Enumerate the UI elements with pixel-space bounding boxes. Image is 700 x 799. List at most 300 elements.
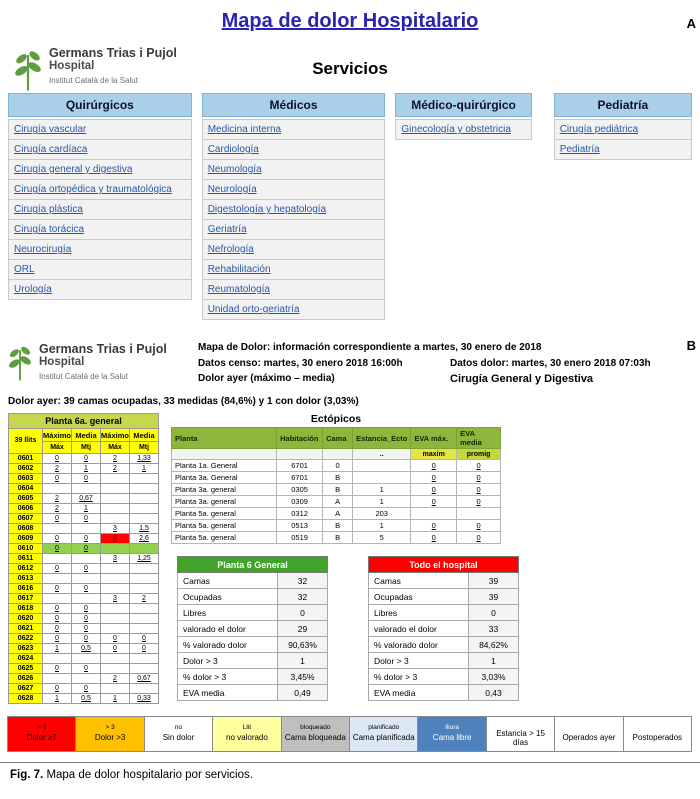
- service-link[interactable]: Cirugía plástica: [8, 199, 192, 220]
- ectopic-row: [172, 508, 501, 520]
- bed-number-cell: 0607: [9, 514, 43, 524]
- legend-label: Sin dolor: [162, 733, 195, 743]
- pain-value-cell[interactable]: [72, 554, 101, 564]
- eva-max-cell[interactable]: 0: [411, 472, 457, 484]
- bed-number-cell: 0628: [9, 694, 43, 704]
- summary-row: [369, 605, 519, 621]
- legend-top-label: lliura: [445, 724, 459, 732]
- summary-label: % valorado dolor: [369, 637, 469, 653]
- pain-value-cell[interactable]: 0: [130, 634, 159, 644]
- column-header: Media: [130, 429, 159, 442]
- pain-value-cell[interactable]: [43, 594, 72, 604]
- legend-top-label: > 3: [105, 724, 115, 732]
- eva-max-cell[interactable]: 0: [411, 496, 457, 508]
- pain-value-cell[interactable]: [43, 524, 72, 534]
- ward-row: [9, 604, 159, 614]
- summary-label: EVA media: [178, 685, 278, 701]
- eva-max-cell[interactable]: 0: [411, 484, 457, 496]
- bed-number-cell: 0620: [9, 614, 43, 624]
- pain-value-cell[interactable]: 1: [43, 694, 72, 704]
- ward-row: [9, 694, 159, 704]
- column-header: Media: [72, 429, 101, 442]
- summary-label: % dolor > 3: [178, 669, 278, 685]
- room-cell: 0519: [277, 532, 323, 544]
- pain-value-cell[interactable]: [43, 654, 72, 664]
- bed-number-cell: 0610: [9, 544, 43, 554]
- summary-value: 32: [278, 573, 328, 589]
- pain-value-cell[interactable]: [130, 664, 159, 674]
- ward-row: [9, 514, 159, 524]
- pain-value-cell[interactable]: [72, 594, 101, 604]
- pain-value-cell[interactable]: [43, 574, 72, 584]
- pain-value-cell[interactable]: 0: [43, 624, 72, 634]
- pain-value-cell[interactable]: 2: [43, 504, 72, 514]
- ward-row: [9, 654, 159, 664]
- ectopic-row: [172, 472, 501, 484]
- pain-value-cell[interactable]: [72, 524, 101, 534]
- pain-value-cell[interactable]: 2: [43, 464, 72, 474]
- ward-row: [9, 494, 159, 504]
- beds-count-badge: 39 llits: [9, 429, 43, 454]
- ward-row: [9, 524, 159, 534]
- legend-item: [486, 716, 555, 752]
- dots-placeholder: ..: [353, 449, 411, 460]
- summary-row: [369, 637, 519, 653]
- logo-plant-icon: [14, 46, 42, 97]
- pain-value-cell[interactable]: [43, 554, 72, 564]
- pain-value-cell[interactable]: 2: [43, 494, 72, 504]
- pain-value-cell[interactable]: [130, 504, 159, 514]
- pain-value-cell[interactable]: 0: [43, 614, 72, 624]
- service-link[interactable]: Neumología: [202, 159, 386, 180]
- bed-cell: A: [323, 508, 353, 520]
- column-header: EVA media: [457, 428, 501, 449]
- column-header: Planta: [172, 428, 277, 449]
- service-name: Cirugía General y Digestiva: [450, 373, 594, 385]
- ward-name-cell: Planta 3a. General: [172, 472, 277, 484]
- room-cell: 6701: [277, 460, 323, 472]
- service-category-header: Médico-quirúrgico: [395, 93, 531, 117]
- hospital-logo: [8, 338, 198, 388]
- bed-number-cell: 0611: [9, 554, 43, 564]
- legend-top-label: no: [174, 724, 183, 732]
- summary-label: % valorado dolor: [178, 637, 278, 653]
- service-link[interactable]: Cirugía pediátrica: [554, 119, 692, 140]
- bed-number-cell: 0605: [9, 494, 43, 504]
- summary-label: Camas: [178, 573, 278, 589]
- pain-value-cell[interactable]: 0,33: [130, 694, 159, 704]
- pain-value-cell[interactable]: 0: [43, 544, 72, 554]
- pain-value-cell[interactable]: 0: [130, 644, 159, 654]
- pain-value-cell[interactable]: [130, 544, 159, 554]
- ward-row: [9, 534, 159, 544]
- bed-cell: B: [323, 532, 353, 544]
- summary-label: Camas: [369, 573, 469, 589]
- summary-row: [178, 669, 328, 685]
- pain-value-cell[interactable]: 3: [101, 524, 130, 534]
- service-link[interactable]: Geriatría: [202, 219, 386, 240]
- bed-number-cell: 0624: [9, 654, 43, 664]
- eva-mean-cell[interactable]: 0: [457, 460, 501, 472]
- legend-label: no valorado: [226, 733, 268, 743]
- ward-row: [9, 544, 159, 554]
- pain-value-cell[interactable]: [101, 654, 130, 664]
- column-header: Cama: [323, 428, 353, 449]
- column-subheader: Mtj: [72, 442, 101, 454]
- legend-label: Operados ayer: [562, 733, 616, 743]
- pain-value-cell[interactable]: [43, 674, 72, 684]
- pain-value-cell[interactable]: 0,5: [72, 644, 101, 654]
- legend-label: Cama libre: [432, 733, 472, 743]
- service-link[interactable]: Cirugía ortopédica y traumatológica: [8, 179, 192, 200]
- service-link[interactable]: Cirugía general y digestiva: [8, 159, 192, 180]
- service-category-header: Médicos: [202, 93, 386, 117]
- bed-number-cell: 0603: [9, 474, 43, 484]
- ward-row: [9, 574, 159, 584]
- ward-name-cell: Planta 3a. general: [172, 484, 277, 496]
- pain-value-cell[interactable]: [130, 614, 159, 624]
- logo-plant-icon: [8, 342, 32, 387]
- pain-value-cell[interactable]: 0: [43, 584, 72, 594]
- eva-max-cell[interactable]: 0: [411, 460, 457, 472]
- ectopic-row: [172, 532, 501, 544]
- legend-top-label: planificado: [368, 724, 400, 732]
- service-link[interactable]: Pediatría: [554, 139, 692, 160]
- pain-value-cell[interactable]: 2: [101, 674, 130, 684]
- figure-number: Fig. 7.: [10, 769, 44, 782]
- legend-label: Dolor ≥7: [26, 733, 57, 743]
- stay-cell: 1: [353, 484, 411, 496]
- service-link[interactable]: Rehabilitación: [202, 259, 386, 280]
- eva-mean-cell[interactable]: 0: [457, 496, 501, 508]
- pain-value-cell[interactable]: [130, 474, 159, 484]
- pain-value-cell[interactable]: 0: [72, 604, 101, 614]
- pain-value-cell[interactable]: [101, 564, 130, 574]
- service-link[interactable]: Digestología y hepatología: [202, 199, 386, 220]
- bed-number-cell: 0602: [9, 464, 43, 474]
- stay-cell: [353, 460, 411, 472]
- pain-value-cell[interactable]: [130, 564, 159, 574]
- summary-label: % dolor > 3: [369, 669, 469, 685]
- ward-row: [9, 594, 159, 604]
- column-subheader: Máx: [101, 442, 130, 454]
- service-category-header: Pediatría: [554, 93, 692, 117]
- color-legend: [8, 716, 692, 752]
- summary-value: 3,45%: [278, 669, 328, 685]
- ward-row: [9, 564, 159, 574]
- hospital-summary-table: [368, 556, 519, 701]
- ward-row: [9, 474, 159, 484]
- pain-value-cell[interactable]: [101, 664, 130, 674]
- pain-value-cell[interactable]: 3: [101, 594, 130, 604]
- pain-value-cell[interactable]: 0: [72, 614, 101, 624]
- column-header: EVA máx.: [411, 428, 457, 449]
- summary-row: [178, 653, 328, 669]
- pain-value-cell[interactable]: [130, 484, 159, 494]
- summary-value: 0,43: [469, 685, 519, 701]
- pain-value-cell[interactable]: [101, 624, 130, 634]
- pain-value-cell[interactable]: 1: [101, 694, 130, 704]
- stay-cell: [353, 472, 411, 484]
- pain-value-cell[interactable]: 1,25: [130, 554, 159, 564]
- legend-item: [281, 716, 350, 752]
- yesterday-summary: Dolor ayer: 39 camas ocupadas, 33 medidas (84,6%) y 1 con dolor (3,03%): [8, 396, 359, 408]
- pain-value-cell[interactable]: 1,33: [130, 454, 159, 464]
- panel-letter-a: A: [686, 16, 696, 31]
- summary-label: valorado el dolor: [369, 621, 469, 637]
- pain-value-cell[interactable]: 0,67: [72, 494, 101, 504]
- service-link[interactable]: Neurocirugía: [8, 239, 192, 260]
- eva-mean-cell[interactable]: 0: [457, 484, 501, 496]
- bed-number-cell: 0601: [9, 454, 43, 464]
- legend-label: Postoperados: [632, 733, 683, 743]
- panel-b: [0, 338, 700, 752]
- pain-value-cell[interactable]: 0: [72, 584, 101, 594]
- ward-row: [9, 584, 159, 594]
- pain-value-cell[interactable]: [101, 514, 130, 524]
- summary-row: [369, 669, 519, 685]
- pain-value-cell[interactable]: [43, 484, 72, 494]
- column-header: Máximo: [43, 430, 71, 440]
- pain-value-cell[interactable]: 0: [43, 514, 72, 524]
- legend-top-label: bloqueado: [300, 724, 331, 732]
- pain-value-cell[interactable]: [101, 484, 130, 494]
- service-link[interactable]: Urología: [8, 279, 192, 300]
- room-cell: 0312: [277, 508, 323, 520]
- pain-value-cell[interactable]: 1: [130, 464, 159, 474]
- pain-value-cell[interactable]: [130, 494, 159, 504]
- ward-row: [9, 554, 159, 564]
- eva-mean-cell[interactable]: 0: [457, 520, 501, 532]
- pain-value-cell[interactable]: [130, 514, 159, 524]
- summary-label: valorado el dolor: [178, 621, 278, 637]
- service-link[interactable]: Ginecología y obstetricia: [395, 119, 531, 140]
- summary-value: 39: [469, 589, 519, 605]
- report-title-line: Mapa de Dolor: información correspondiente a martes, 30 enero de 2018: [198, 342, 542, 353]
- service-link[interactable]: Cirugía vascular: [8, 119, 192, 140]
- stay-cell: 1: [353, 520, 411, 532]
- logo-hospital-word: Hospital: [39, 356, 85, 369]
- ectopic-row: [172, 496, 501, 508]
- pain-value-cell[interactable]: 0: [72, 564, 101, 574]
- pain-value-cell[interactable]: [101, 584, 130, 594]
- eva-max-cell[interactable]: 0: [411, 520, 457, 532]
- eva-max-cell[interactable]: [411, 508, 457, 520]
- pain-value-cell[interactable]: [72, 654, 101, 664]
- pain-value-cell[interactable]: [130, 654, 159, 664]
- ward-row: [9, 684, 159, 694]
- ward-row: [9, 504, 159, 514]
- pain-value-cell[interactable]: 1: [72, 504, 101, 514]
- service-link[interactable]: Medicina interna: [202, 119, 386, 140]
- pain-value-cell[interactable]: 0: [43, 474, 72, 484]
- service-column-quirurgicos: [8, 93, 192, 300]
- pain-value-cell[interactable]: [101, 684, 130, 694]
- pain-value-cell[interactable]: 2: [130, 594, 159, 604]
- legend-item: [144, 716, 213, 752]
- summary-value: 33: [469, 621, 519, 637]
- summary-label: Ocupadas: [178, 589, 278, 605]
- ward-name-cell: Planta 5a. general: [172, 520, 277, 532]
- bed-number-cell: 0616: [9, 584, 43, 594]
- pain-value-cell[interactable]: 2: [101, 454, 130, 464]
- legend-label: Cama planificada: [352, 733, 415, 743]
- pain-value-cell[interactable]: 0: [43, 564, 72, 574]
- report-content: [8, 413, 692, 704]
- bed-number-cell: 0621: [9, 624, 43, 634]
- bed-cell: 0: [323, 460, 353, 472]
- bed-number-cell: 0618: [9, 604, 43, 614]
- room-cell: 6701: [277, 472, 323, 484]
- pain-value-cell[interactable]: 0: [43, 604, 72, 614]
- service-column-medicos: [202, 93, 386, 320]
- panel-letter-b: B: [686, 338, 696, 353]
- summary-value: 3,03%: [469, 669, 519, 685]
- summary-row: [369, 589, 519, 605]
- summary-value: 1: [469, 653, 519, 669]
- stay-cell: 1: [353, 496, 411, 508]
- pain-value-cell[interactable]: [101, 544, 130, 554]
- pain-value-cell[interactable]: 0: [43, 684, 72, 694]
- pain-value-cell[interactable]: [130, 684, 159, 694]
- ectopic-row: [172, 520, 501, 532]
- service-link[interactable]: Cirugía torácica: [8, 219, 192, 240]
- pain-value-cell[interactable]: [101, 504, 130, 514]
- logo-hospital-name: Germans Trias i Pujol: [39, 342, 167, 356]
- legend-label: Estancia > 15 días: [496, 728, 545, 748]
- pain-value-cell[interactable]: [101, 574, 130, 584]
- pain-value-cell[interactable]: [130, 624, 159, 634]
- bed-number-cell: 0626: [9, 674, 43, 684]
- pain-value-cell[interactable]: 0: [72, 544, 101, 554]
- pain-value-cell[interactable]: 3: [101, 554, 130, 564]
- metric-label: Dolor ayer (máximo – media): [198, 373, 335, 384]
- pain-value-cell[interactable]: 1: [72, 464, 101, 474]
- ward-row: [9, 624, 159, 634]
- legend-label: Dolor >3: [94, 733, 126, 743]
- pain-value-cell[interactable]: 0: [72, 454, 101, 464]
- pain-value-cell[interactable]: [101, 614, 130, 624]
- figure-caption: [0, 762, 700, 781]
- pain-value-cell[interactable]: [101, 604, 130, 614]
- pain-value-cell[interactable]: [130, 584, 159, 594]
- service-link[interactable]: ORL: [8, 259, 192, 280]
- pain-value-cell[interactable]: 8: [101, 534, 130, 544]
- pain-value-cell[interactable]: [72, 484, 101, 494]
- ectopic-row: [172, 484, 501, 496]
- room-cell: 0513: [277, 520, 323, 532]
- ward-name-cell: Planta 1a. General: [172, 460, 277, 472]
- pain-value-cell[interactable]: [130, 574, 159, 584]
- service-link[interactable]: Cardiología: [202, 139, 386, 160]
- pain-value-cell[interactable]: 0: [101, 634, 130, 644]
- pain-value-cell[interactable]: 0: [72, 474, 101, 484]
- summary-value: 1: [278, 653, 328, 669]
- pain-value-cell[interactable]: 0: [72, 634, 101, 644]
- summary-label: Libres: [178, 605, 278, 621]
- report-header: [8, 338, 692, 388]
- pain-datetime: Datos dolor: martes, 30 enero 2018 07:03h: [450, 357, 651, 369]
- bed-cell: B: [323, 520, 353, 532]
- summary-label: Dolor > 3: [369, 653, 469, 669]
- pain-value-cell[interactable]: [72, 574, 101, 584]
- service-link[interactable]: Nefrología: [202, 239, 386, 260]
- pain-value-cell[interactable]: 0: [43, 664, 72, 674]
- summary-row: [178, 589, 328, 605]
- ward-row: [9, 644, 159, 654]
- summary-row: [369, 653, 519, 669]
- eva-mean-cell[interactable]: 0: [457, 532, 501, 544]
- ward-title: Planta 6a. general: [9, 414, 159, 429]
- service-column-pediatria: [554, 93, 692, 160]
- ward-pain-table: [8, 413, 159, 704]
- bed-number-cell: 0625: [9, 664, 43, 674]
- page-title: Mapa de dolor Hospitalario: [221, 10, 479, 32]
- summary-label: Libres: [369, 605, 469, 621]
- mean-subheader: promig: [457, 449, 501, 460]
- pain-value-cell[interactable]: 0: [43, 454, 72, 464]
- pain-value-cell[interactable]: 0: [101, 644, 130, 654]
- column-header: Habitación: [277, 428, 323, 449]
- legend-item: [75, 716, 144, 752]
- room-cell: 0305: [277, 484, 323, 496]
- pain-value-cell[interactable]: 2: [101, 464, 130, 474]
- summary-row: [369, 573, 519, 589]
- ward-row: [9, 664, 159, 674]
- pain-value-cell[interactable]: 0: [72, 534, 101, 544]
- pain-value-cell[interactable]: 2,6: [130, 534, 159, 544]
- panel-a: [0, 10, 700, 320]
- services-heading: Servicios: [312, 59, 388, 78]
- ward-name-cell: Planta 3a. general: [172, 496, 277, 508]
- stay-cell: 203: [353, 508, 411, 520]
- eva-mean-cell[interactable]: [457, 508, 501, 520]
- legend-item: [349, 716, 418, 752]
- pain-value-cell[interactable]: 1,5: [130, 524, 159, 534]
- pain-value-cell[interactable]: 0: [72, 514, 101, 524]
- pain-value-cell[interactable]: [72, 674, 101, 684]
- pain-value-cell[interactable]: 0: [72, 684, 101, 694]
- pain-value-cell[interactable]: 0: [43, 534, 72, 544]
- summary-value: 32: [278, 589, 328, 605]
- eva-mean-cell[interactable]: 0: [457, 472, 501, 484]
- pain-value-cell[interactable]: 1: [43, 644, 72, 654]
- pain-value-cell[interactable]: [101, 474, 130, 484]
- pain-value-cell[interactable]: 0,5: [72, 694, 101, 704]
- service-link[interactable]: Reumatología: [202, 279, 386, 300]
- pain-value-cell[interactable]: [101, 494, 130, 504]
- summary-row: [369, 621, 519, 637]
- eva-max-cell[interactable]: 0: [411, 532, 457, 544]
- pain-value-cell[interactable]: 0: [43, 634, 72, 644]
- summary-value: 39: [469, 573, 519, 589]
- census-datetime: Datos censo: martes, 30 enero 2018 16:00h: [198, 357, 403, 369]
- service-link[interactable]: Cirugía cardíaca: [8, 139, 192, 160]
- ectopic-row: [172, 460, 501, 472]
- pain-value-cell[interactable]: [130, 604, 159, 614]
- pain-value-cell[interactable]: 0: [72, 664, 101, 674]
- bed-number-cell: 0622: [9, 634, 43, 644]
- service-link[interactable]: Unidad orto-geriatría: [202, 299, 386, 320]
- bed-cell: B: [323, 472, 353, 484]
- pain-value-cell[interactable]: 0: [72, 624, 101, 634]
- service-link[interactable]: Neurología: [202, 179, 386, 200]
- column-subheader: Máx: [43, 442, 72, 454]
- bed-cell: B: [323, 484, 353, 496]
- ward-row: [9, 484, 159, 494]
- pain-value-cell[interactable]: 0,67: [130, 674, 159, 684]
- summary-value: 29: [278, 621, 328, 637]
